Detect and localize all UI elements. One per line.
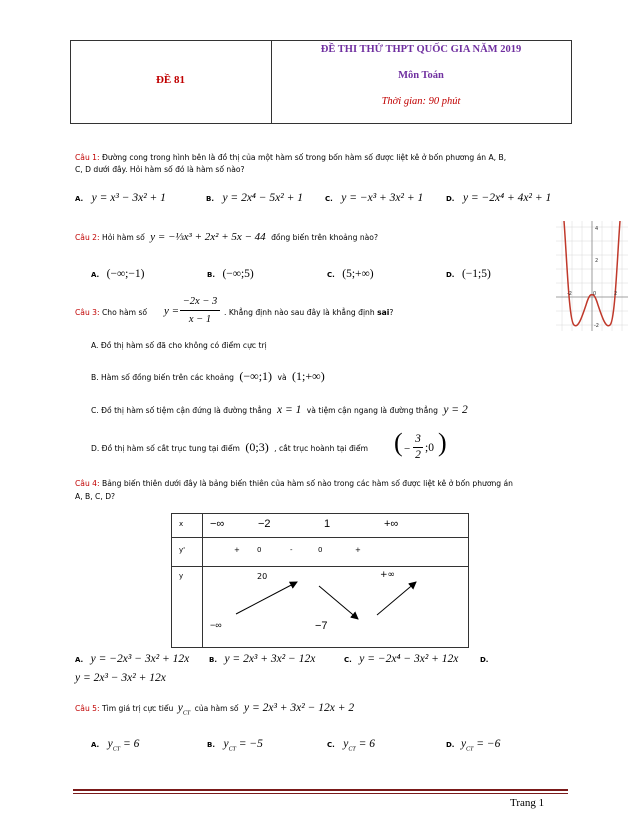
vt-y-label: y [179,572,184,580]
q3-text: Câu 3: Cho hàm số [75,308,148,317]
q5-option-c[interactable]: C. $y_{CT} = 6$ [327,738,375,753]
vt-arrows [172,514,468,647]
q4-option-d[interactable]: y = 2x³ − 3x² + 12x [75,672,166,684]
vt-x-val: 1 [324,518,331,530]
vt-sign: 0 [318,546,323,554]
exam-time: Thời gian: 90 phút [381,96,461,107]
q3-question: . Khẳng định nào sau đây là khẳng định sai? [224,308,394,317]
q3-d-minus: − [404,443,411,455]
vt-x-label: x [179,520,184,528]
q1-line2: C, D dưới đây. Hỏi hàm số đó là hàm số nào? [75,165,245,174]
q3-func-den: x − 1 [188,314,212,325]
page-number: Trang 1 [510,797,545,809]
vt-x-val: −2 [258,518,271,530]
q5-function: y = 2x³ + 3x² − 12x + 2 [244,702,355,714]
q1-option-a[interactable]: A. y = x³ − 3x² + 1 [75,192,166,204]
q2-option-c[interactable]: C. (5;+∞) [327,268,374,280]
exam-subject: Môn Toán [398,70,444,81]
q3-func-y: y = [164,305,180,317]
q4-line2: A, B, C, D? [75,492,116,501]
q3-d-den: 2 [415,449,421,461]
graph-x-pos: 2 [614,291,618,297]
q3-option-d[interactable]: D. Đồ thị hàm số cắt trục tung tại điểm (0;3) , cắt trục hoành tại điểm [91,440,368,454]
q3-d-rest: ;0 [425,442,434,454]
vt-sign: + [234,546,240,554]
q3-func-num: −2x − 3 [182,296,218,307]
function-graph [556,221,628,331]
vt-arrow-up [236,582,297,614]
variation-table [171,513,469,648]
exam-title: ĐỀ THI THỬ THPT QUỐC GIA NĂM 2019 [320,44,522,55]
footer-rule [73,789,568,791]
q3-option-a[interactable]: A. Đồ thị hàm số đã cho không có điểm cực trị [91,341,267,350]
graph-x-neg: -2 [567,291,572,297]
q4-option-b[interactable]: B. y = 2x³ + 3x² − 12x [209,653,316,665]
q4-option-a[interactable]: A. y = −2x³ − 3x² + 12x [75,653,190,665]
vt-arrow-up [377,582,416,615]
q2-option-a[interactable]: A. (−∞;−1) [91,268,145,280]
vt-yp-label: y' [179,546,186,554]
q3-option-c[interactable]: C. Đồ thị hàm số tiệm cận đứng là đường thẳng x = 1 và tiệm cận ngang là đường thẳng y = 2 [91,404,468,416]
q5-option-a[interactable]: A. $y_{CT} = 6$ [91,738,140,753]
q5-option-b[interactable]: B. $y_{CT} = -5$ [207,738,263,753]
q3-option-b[interactable]: B. Hàm số đồng biến trên các khoảng (−∞;1) và (1;+∞) [91,369,325,383]
q1-option-c[interactable]: C. y = −x³ + 3x² + 1 [325,192,424,204]
q3-d-num: 3 [415,433,421,445]
vt-y-minus-inf: −∞ [210,620,222,630]
q5-option-d[interactable]: D. $y_{CT} = -6$ [446,738,501,753]
q1-line1: Đường cong trong hình bên là đồ thị của một hàm số trong bốn hàm số được liệt kê ở bốn phương án A, B, [102,153,507,162]
footer-rule [73,793,568,794]
q1-option-d[interactable]: D. y = −2x⁴ + 4x² + 1 [446,192,552,204]
graph-x-zero: 0 [593,291,597,297]
vt-x-val: +∞ [384,518,399,530]
q4-option-d-label[interactable]: D. [480,656,489,664]
q4-option-c[interactable]: C. y = −2x⁴ − 3x² + 12x [344,653,459,665]
q1-label: Câu 1: [75,153,100,162]
q4-text: Câu 4: Bảng biến thiên dưới đây là bảng biến thiên của hàm số nào trong các hàm số được liệt kê ở bốn phương án [75,479,513,488]
q5-text: Câu 5: Tìm giá trị cực tiểu $y_{CT}$ của hàm số y = 2x³ + 3x² − 12x + 2 [75,702,355,717]
vt-arrow-down [319,586,358,619]
q1-option-b[interactable]: B. y = 2x⁴ − 5x² + 1 [206,192,303,204]
exam-code: ĐỀ 81 [155,74,186,86]
q3-d-frac-bar [413,447,423,448]
graph-y-mid: 2 [595,258,599,264]
q2-option-d[interactable]: D. (−1;5) [446,268,491,280]
q3-frac-bar [180,310,220,311]
vt-sign: - [290,546,293,554]
q2-text: Câu 2: Hỏi hàm số y = −⅓x³ + 2x² + 5x − 44 đồng biến trên khoảng nào? [75,231,378,243]
graph-y-neg: -2 [594,323,599,329]
vt-x-val: −∞ [210,518,225,530]
vt-sign: 0 [257,546,262,554]
vt-y-plus-inf: +∞ [380,570,396,580]
q2-option-b[interactable]: B. (−∞;5) [207,268,254,280]
vt-y-min: −7 [315,620,328,632]
q3-d-paren-left: ( [394,428,403,457]
vt-y-max: 20 [257,572,268,581]
q3-d-paren-right: ) [438,428,447,457]
vt-sign: + [355,546,361,554]
q2-function: y = −⅓x³ + 2x² + 5x − 44 [150,231,266,243]
graph-y-top: 4 [595,226,599,232]
q1-text [75,153,575,163]
